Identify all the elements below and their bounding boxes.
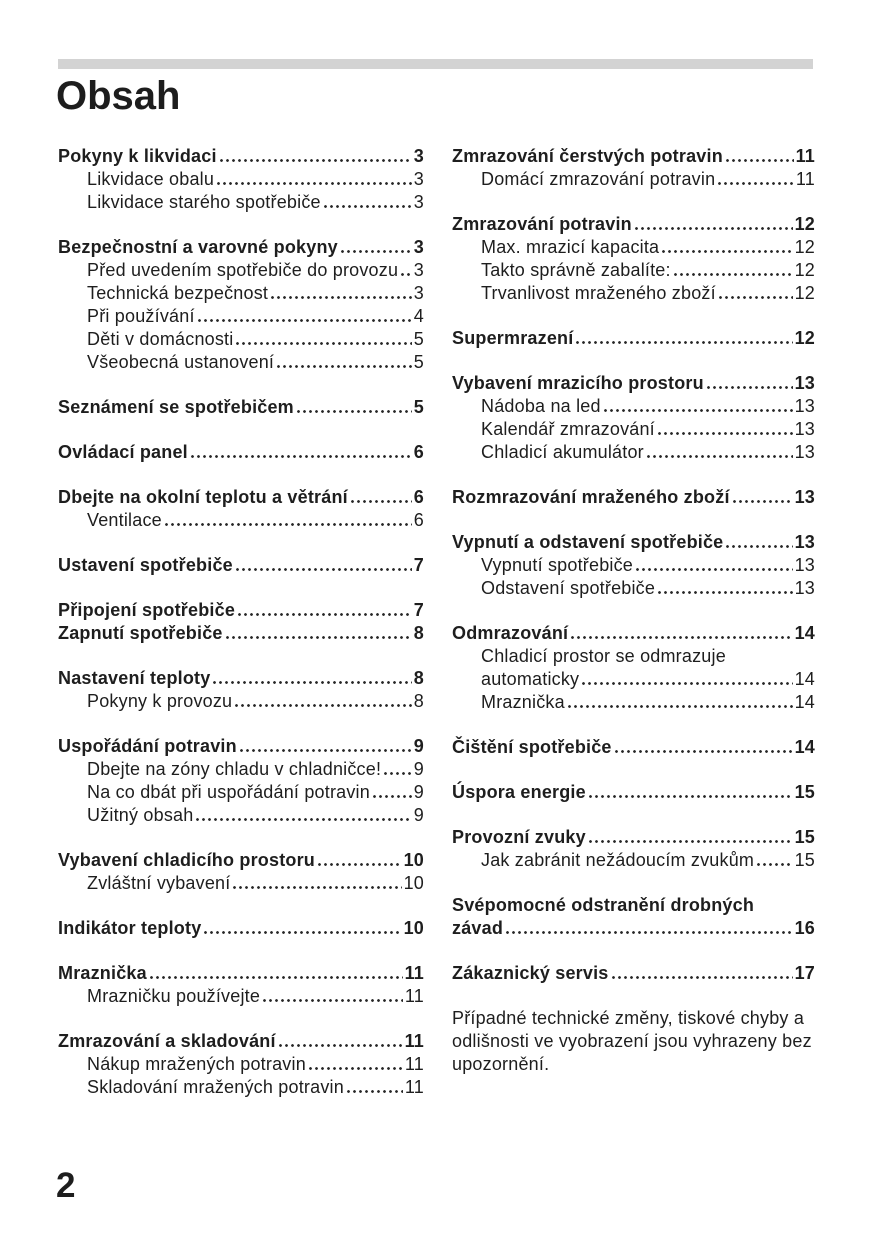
dot-leader — [198, 319, 412, 322]
toc-entry-row — [87, 351, 424, 374]
toc-entry-page: 7 — [413, 555, 424, 575]
toc-section-entry — [58, 849, 424, 872]
toc-section-entry — [58, 735, 424, 758]
toc-entry-page: 13 — [794, 578, 815, 598]
toc-entry-row — [58, 599, 424, 622]
toc-section-entry — [452, 894, 815, 940]
toc-entry-label: Úspora energie — [452, 782, 586, 802]
toc-sub-entry — [452, 259, 815, 282]
toc-sub-entry — [58, 1053, 424, 1076]
toc-entry-row — [87, 168, 424, 191]
toc-entry-label: Mraznička — [481, 692, 565, 712]
toc-section-entry — [452, 826, 815, 849]
toc-entry-page: 13 — [794, 555, 815, 575]
toc-entry-page: 5 — [413, 352, 424, 372]
toc-entry-label: Připojení spotřebiče — [58, 600, 236, 620]
toc-entry-row — [58, 917, 424, 940]
toc-sub-entry — [452, 236, 815, 259]
dot-leader — [235, 704, 412, 707]
toc-entry-label: Bezpečnostní a varovné pokyny — [58, 237, 338, 257]
toc-sub-entry — [58, 781, 424, 804]
dot-leader — [658, 591, 792, 594]
dot-leader — [401, 273, 412, 276]
toc-entry-label: Pokyny k likvidaci — [58, 146, 217, 166]
dot-leader — [324, 205, 412, 208]
dot-leader — [279, 1044, 403, 1047]
toc-entry-page: 13 — [794, 532, 815, 552]
toc-entry-label: Ustavení spotřebiče — [58, 555, 233, 575]
dot-leader — [347, 1090, 403, 1093]
toc-entry-page: 16 — [794, 918, 815, 938]
dot-leader — [589, 795, 793, 798]
toc-entry-label: Vypnutí spotřebiče — [481, 555, 634, 575]
toc-entry-row — [452, 145, 815, 168]
dot-leader — [341, 250, 412, 253]
toc-entry-label: Kalendář zmrazování — [481, 419, 655, 439]
toc-entry-page: 7 — [413, 600, 424, 620]
dot-leader — [233, 886, 401, 889]
toc-entry-row — [481, 691, 815, 714]
toc-entry-page: 13 — [794, 419, 815, 439]
toc-entry-page: 11 — [404, 1031, 424, 1051]
toc-entry-label: Zapnutí spotřebiče — [58, 623, 223, 643]
dot-leader — [604, 409, 793, 412]
toc-entry-label: Domácí zmrazování potravin — [481, 169, 716, 189]
toc-section-entry — [452, 372, 815, 395]
dot-leader — [240, 749, 412, 752]
toc-sub-entry — [58, 1076, 424, 1099]
toc-entry-label: Skladování mražených potravin — [87, 1077, 344, 1097]
toc-entry-row — [481, 849, 815, 872]
toc-entry-page: 13 — [794, 396, 815, 416]
toc-entry-page: 12 — [794, 214, 815, 234]
toc-entry-page: 10 — [403, 873, 424, 893]
dot-leader — [384, 772, 412, 775]
toc-entry-page: 9 — [413, 805, 424, 825]
dot-leader — [674, 273, 793, 276]
toc-entry-page: 12 — [794, 283, 815, 303]
toc-entry-page: 15 — [794, 850, 815, 870]
toc-entry-row — [87, 872, 424, 895]
toc-entry-label-line1: Chladicí prostor se odmrazuje — [481, 646, 726, 666]
toc-entry-row — [58, 962, 424, 985]
toc-entry-page: 8 — [413, 668, 424, 688]
toc-entry-page: 9 — [413, 759, 424, 779]
dot-leader — [568, 705, 793, 708]
dot-leader — [196, 818, 411, 821]
toc-entry-label: Indikátor teploty — [58, 918, 202, 938]
dot-leader — [297, 410, 412, 413]
dot-leader — [576, 341, 792, 344]
dot-leader — [191, 455, 412, 458]
toc-entry-page: 5 — [413, 329, 424, 349]
dot-leader — [506, 931, 793, 934]
dot-leader — [726, 159, 794, 162]
toc-sub-entry — [58, 985, 424, 1008]
dot-leader — [277, 365, 412, 368]
toc-entry-row — [87, 804, 424, 827]
toc-section-entry — [58, 622, 424, 645]
toc-entry-row — [452, 531, 815, 554]
toc-entry-page: 3 — [413, 169, 424, 189]
toc-section-entry — [58, 667, 424, 690]
toc-entry-row — [87, 1076, 424, 1099]
toc-entry-row — [481, 395, 815, 418]
toc-sub-entry — [452, 282, 815, 305]
toc-entry-row — [87, 690, 424, 713]
toc-entry-row — [481, 554, 815, 577]
toc-section-entry — [58, 917, 424, 940]
toc-section-entry — [58, 145, 424, 168]
toc-entry-label: Max. mrazicí kapacita — [481, 237, 660, 257]
toc-entry-page: 9 — [413, 736, 424, 756]
toc-entry-label: Takto správně zabalíte: — [481, 260, 671, 280]
toc-entry-page: 4 — [413, 306, 424, 326]
toc-entry-row — [481, 236, 815, 259]
toc-entry-page: 12 — [794, 328, 815, 348]
toc-entry-label: Chladicí akumulátor — [481, 442, 644, 462]
toc-sub-entry — [58, 690, 424, 713]
toc-entry-page: 3 — [413, 283, 424, 303]
dot-leader — [150, 976, 403, 979]
dot-leader — [647, 455, 793, 458]
toc-column-left — [58, 145, 424, 1099]
toc-entry-row — [481, 259, 815, 282]
dot-leader — [351, 500, 412, 503]
toc-entry-page: 14 — [794, 737, 815, 757]
toc-sub-entry — [58, 509, 424, 532]
toc-entry-row — [452, 917, 815, 940]
toc-entry-row — [481, 418, 815, 441]
toc-entry-label: Děti v domácnosti — [87, 329, 234, 349]
toc-section-entry — [452, 622, 815, 645]
toc-sub-entry — [58, 259, 424, 282]
toc-entry-row — [452, 622, 815, 645]
toc-entry-label: Vybavení chladicího prostoru — [58, 850, 315, 870]
toc-entry-page: 3 — [413, 146, 424, 166]
toc-entry-page: 10 — [403, 850, 424, 870]
toc-entry-label: Vybavení mrazicího prostoru — [452, 373, 704, 393]
toc-entry-page: 8 — [413, 691, 424, 711]
toc-entry-row — [481, 168, 815, 191]
toc-entry-row — [87, 758, 424, 781]
toc-entry-row — [87, 1053, 424, 1076]
toc-entry-label: Dbejte na zóny chladu v chladničce! — [87, 759, 382, 779]
toc-sub-entry — [58, 168, 424, 191]
toc-entry-page: 11 — [404, 986, 424, 1006]
dot-leader — [615, 750, 793, 753]
dot-leader — [217, 182, 412, 185]
toc-entry-page: 11 — [795, 169, 815, 189]
dot-leader — [236, 568, 412, 571]
dot-leader — [220, 159, 412, 162]
toc-entry-label: Zákaznický servis — [452, 963, 609, 983]
toc-entry-page: 3 — [413, 237, 424, 257]
toc-entry-row — [481, 577, 815, 600]
toc-section-entry — [452, 962, 815, 985]
toc-entry-label: Před uvedením spotřebiče do provozu — [87, 260, 399, 280]
toc-entry-label: Rozmrazování mraženého zboží — [452, 487, 730, 507]
toc-sub-entry — [58, 872, 424, 895]
header-rule — [58, 59, 813, 69]
toc-sub-entry — [58, 305, 424, 328]
toc-entry-label: Ventilace — [87, 510, 162, 530]
toc-entry-label: Mrazničku používejte — [87, 986, 261, 1006]
toc-entry-label: Nákup mražených potravin — [87, 1054, 306, 1074]
dot-leader — [719, 296, 793, 299]
dot-leader — [635, 227, 793, 230]
dot-leader — [238, 613, 412, 616]
toc-entry-label-line1: Svépomocné odstranění drobných — [452, 895, 755, 915]
toc-entry-row — [452, 213, 815, 236]
dot-leader — [582, 682, 792, 685]
toc-entry-page: 13 — [794, 442, 815, 462]
toc-entry-row — [481, 441, 815, 464]
dot-leader — [318, 863, 402, 866]
toc-entry-label: Užitný obsah — [87, 805, 194, 825]
toc-section-entry — [452, 145, 815, 168]
toc-entry-row — [58, 145, 424, 168]
toc-entry-row — [87, 985, 424, 1008]
toc-entry-label: Trvanlivost mraženého zboží — [481, 283, 716, 303]
toc-entry-row — [481, 668, 815, 691]
toc-entry-row — [87, 781, 424, 804]
toc-sub-entry — [452, 849, 815, 872]
toc-entry-label: Zmrazování a skladování — [58, 1031, 276, 1051]
dot-leader — [707, 386, 793, 389]
toc-entry-label: Mraznička — [58, 963, 147, 983]
toc-column-right — [452, 145, 815, 1099]
dot-leader — [612, 976, 793, 979]
toc-entry-label: Vypnutí a odstavení spotřebiče — [452, 532, 724, 552]
toc-entry-page: 9 — [413, 782, 424, 802]
toc-entry-row — [58, 849, 424, 872]
toc-section-entry — [452, 781, 815, 804]
dot-leader — [271, 296, 412, 299]
toc-entry-page: 14 — [794, 669, 815, 689]
toc-entry-page: 11 — [404, 963, 424, 983]
toc-entry-label: Všeobecná ustanovení — [87, 352, 275, 372]
toc-section-entry — [58, 486, 424, 509]
toc-entry-page: 10 — [403, 918, 424, 938]
toc-entry-page: 5 — [413, 397, 424, 417]
dot-leader — [636, 568, 793, 571]
toc-entry-label: Seznámení se spotřebičem — [58, 397, 294, 417]
toc-column-right-entries — [452, 145, 815, 985]
toc-section-entry — [58, 1030, 424, 1053]
toc-entry-label: Provozní zvuky — [452, 827, 586, 847]
toc-section-entry — [452, 736, 815, 759]
toc-entry-row — [58, 486, 424, 509]
toc-entry-row — [58, 396, 424, 419]
toc-entry-label: Nádoba na led — [481, 396, 601, 416]
toc-entry-row — [58, 1030, 424, 1053]
toc-sub-entry — [58, 191, 424, 214]
toc-section-entry — [452, 486, 815, 509]
toc-entry-label: Uspořádání potravin — [58, 736, 237, 756]
toc-entry-page: 6 — [413, 442, 424, 462]
toc-entry-row — [58, 441, 424, 464]
toc-entry-label: automaticky — [481, 669, 580, 689]
dot-leader — [226, 636, 412, 639]
toc-entry-page: 12 — [794, 260, 815, 280]
toc-entry-label: Čištění spotřebiče — [452, 737, 612, 757]
toc-sub-entry — [58, 282, 424, 305]
toc-entry-page: 15 — [794, 827, 815, 847]
toc-entry-label: Odmrazování — [452, 623, 569, 643]
toc-entry-row — [481, 282, 815, 305]
toc-entry-page: 3 — [413, 192, 424, 212]
dot-leader — [589, 840, 793, 843]
toc-section-entry — [58, 236, 424, 259]
dot-leader — [236, 342, 411, 345]
dot-leader — [571, 636, 792, 639]
toc-entry-row — [452, 826, 815, 849]
dot-leader — [733, 500, 793, 503]
toc-entry-page: 11 — [404, 1077, 424, 1097]
toc-sub-entry — [452, 441, 815, 464]
toc-section-entry — [58, 962, 424, 985]
toc-entry-page: 13 — [794, 373, 815, 393]
toc-section-entry — [452, 327, 815, 350]
toc-entry-label: Jak zabránit nežádoucím zvukům — [481, 850, 755, 870]
toc-entry-row — [452, 486, 815, 509]
toc-sub-entry — [452, 691, 815, 714]
toc-section-entry — [452, 213, 815, 236]
page-number: 2 — [56, 1166, 76, 1205]
toc-sub-entry — [452, 418, 815, 441]
toc-entry-row — [452, 781, 815, 804]
toc-entry-label: Likvidace obalu — [87, 169, 215, 189]
toc-entry-page: 15 — [794, 782, 815, 802]
toc-entry-row — [452, 372, 815, 395]
toc-entry-row — [58, 735, 424, 758]
toc-section-entry — [58, 599, 424, 622]
toc-entry-label: Likvidace starého spotřebiče — [87, 192, 321, 212]
dot-leader — [757, 863, 792, 866]
dot-leader — [263, 999, 403, 1002]
toc-entry-label: Technická bezpečnost — [87, 283, 269, 303]
toc-entry-row — [87, 328, 424, 351]
toc-section-entry — [58, 554, 424, 577]
toc-sub-entry — [452, 395, 815, 418]
toc-entry-row — [452, 736, 815, 759]
dot-leader — [718, 182, 794, 185]
dot-leader — [309, 1067, 403, 1070]
dot-leader — [373, 795, 412, 798]
toc-entry-label: Ovládací panel — [58, 442, 188, 462]
toc-entry-row — [87, 305, 424, 328]
toc-entry-label: Supermrazení — [452, 328, 574, 348]
dot-leader — [204, 931, 401, 934]
toc-entry-page: 6 — [413, 487, 424, 507]
toc-sub-entry — [452, 577, 815, 600]
dot-leader — [726, 545, 792, 548]
toc-entry-row — [58, 236, 424, 259]
toc-entry-row — [58, 667, 424, 690]
dot-leader — [658, 432, 793, 435]
toc-entry-row — [87, 282, 424, 305]
toc-entry-page: 12 — [794, 237, 815, 257]
toc-entry-label: Zvláštní vybavení — [87, 873, 231, 893]
dot-leader — [662, 250, 792, 253]
toc-entry-row — [452, 327, 815, 350]
toc-sub-entry — [58, 804, 424, 827]
toc-entry-page: 14 — [794, 692, 815, 712]
toc-entry-row — [87, 259, 424, 282]
toc-section-entry — [58, 396, 424, 419]
dot-leader — [165, 523, 412, 526]
toc-section-entry — [58, 441, 424, 464]
toc-entry-page: 13 — [794, 487, 815, 507]
toc-entry-row — [87, 191, 424, 214]
toc-entry-row — [58, 622, 424, 645]
toc-entry-label: závad — [452, 918, 504, 938]
toc-entry-page: 14 — [794, 623, 815, 643]
toc-sub-entry — [452, 168, 815, 191]
toc-entry-page: 17 — [794, 963, 815, 983]
toc-columns — [58, 145, 815, 1099]
toc-entry-row — [58, 554, 424, 577]
footer-note: Případné technické změny, tiskové chyby a odlišnosti ve vyobrazení jsou vyhrazeny bez upozornění. — [452, 1008, 812, 1074]
toc-entry-page: 11 — [795, 146, 815, 166]
toc-entry-label: Při používání — [87, 306, 195, 326]
toc-entry-label: Dbejte na okolní teplotu a větrání — [58, 487, 348, 507]
toc-entry-label: Pokyny k provozu — [87, 691, 233, 711]
toc-sub-entry — [58, 758, 424, 781]
toc-entry-label: Zmrazování čerstvých potravin — [452, 146, 723, 166]
dot-leader — [213, 681, 411, 684]
toc-entry-page: 8 — [413, 623, 424, 643]
toc-entry-label: Odstavení spotřebiče — [481, 578, 656, 598]
toc-entry-row — [452, 962, 815, 985]
toc-entry-page: 6 — [413, 510, 424, 530]
toc-sub-entry — [58, 351, 424, 374]
toc-entry-page: 11 — [404, 1054, 424, 1074]
toc-section-entry — [452, 531, 815, 554]
toc-entry-label: Na co dbát při uspořádání potravin — [87, 782, 370, 802]
toc-entry-page: 3 — [413, 260, 424, 280]
toc-entry-row — [87, 509, 424, 532]
toc-sub-entry — [452, 554, 815, 577]
toc-sub-entry — [58, 328, 424, 351]
toc-entry-label: Zmrazování potravin — [452, 214, 632, 234]
page-title: Obsah — [56, 74, 181, 118]
toc-entry-label: Nastavení teploty — [58, 668, 211, 688]
toc-sub-entry — [452, 645, 815, 691]
